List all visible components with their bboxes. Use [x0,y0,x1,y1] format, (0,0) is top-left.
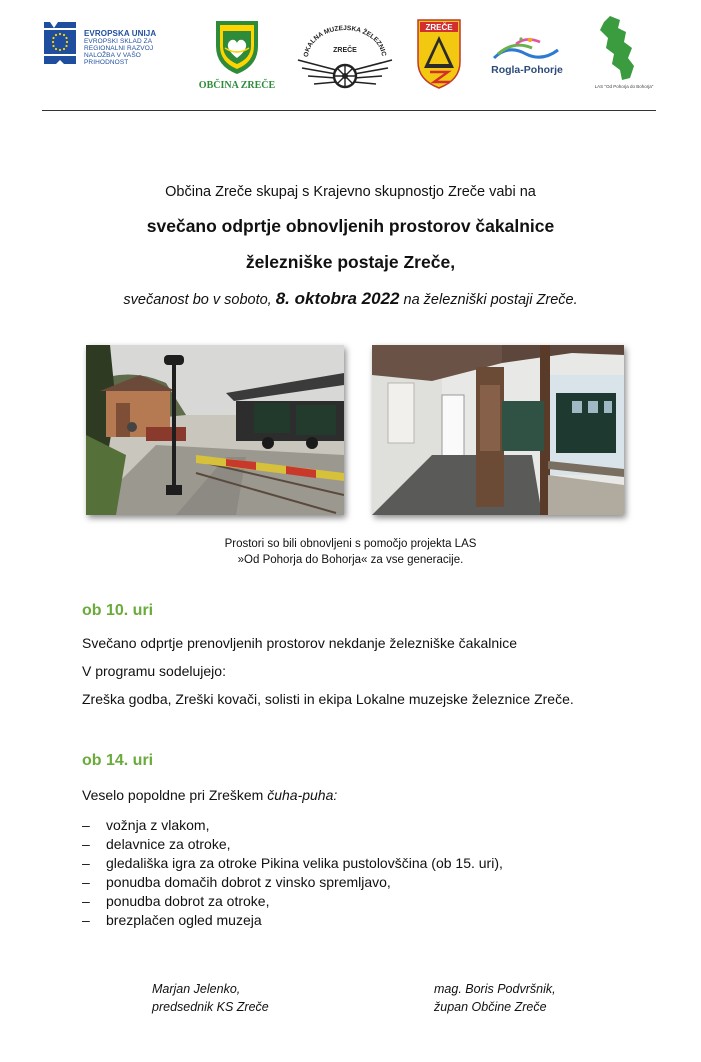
list-item [82,836,231,852]
museum-railway-logo [292,24,398,94]
eu-line1: EVROPSKA UNIJA [84,29,157,38]
obcina-zrece-logo [196,18,278,96]
eu-line4: NALOŽBA V VAŠO PRIHODNOST [84,52,141,66]
afternoon-intro-text: Veselo popoldne pri Zreškem [82,787,268,803]
las-map-icon [586,14,662,84]
section-14-intro [82,787,337,803]
municipal-crest-icon [196,18,278,76]
list-dash: – [82,836,90,852]
list-item [82,855,503,871]
signature-left [152,980,269,1016]
obcina-caption: OBČINA ZREČE [198,80,276,91]
event-date: 8. oktobra 2022 [275,289,400,308]
station-photo-left [86,345,344,515]
list-dash: – [82,912,90,928]
section-10-line3: Zreška godba, Zreški kovači, solisti in ekipa Lokalne muzejske železnice Zreče. [82,691,574,707]
headline-line1: svečano odprtje obnovljenih prostorov čakalnice [146,216,555,236]
list-item [82,912,262,928]
station-exterior-image [86,345,344,515]
signature-right-title: župan Občine Zreče [434,1000,547,1014]
list-item [82,893,269,909]
winged-wheel-icon [292,24,398,94]
date-suffix: na železniški postaji Zreče. [399,292,578,308]
date-prefix: svečanost bo v soboto, [123,292,276,308]
las-logo [586,14,662,94]
signature-left-title: predsednik KS Zreče [152,1000,269,1014]
rogla-caption: Rogla-Pohorje [491,64,563,76]
list-dash: – [82,874,90,890]
list-item [82,874,391,890]
las-caption: LAS "Od Pohorja do Bohorja" [594,84,654,89]
invitation-intro: Občina Zreče skupaj s Krajevno skupnostjo Zreče vabi na [165,184,536,200]
rogla-pohorje-logo [486,34,568,82]
signature-right [434,980,556,1016]
list-item [82,817,209,833]
list-item-text: vožnja z vlakom, [106,817,210,833]
signature-right-name: mag. Boris Podvršnik, [434,982,556,996]
rogla-swirl-icon [486,34,568,64]
afternoon-intro-emphasis: čuha-puha: [267,787,338,803]
list-item-text: delavnice za otroke, [106,836,231,852]
eu-line3: REGIONALNI RAZVOJ [84,45,154,52]
list-dash: – [82,817,90,833]
zrece-emblem-text: ZREČE [425,23,453,32]
section-10-line1: Svečano odprtje prenovljenih prostorov nekdanje železniške čakalnice [82,635,518,651]
eu-flag-icon [42,18,78,68]
header-divider [42,110,656,111]
list-item-text: gledališka igra za otroke Pikina velika pustolovščina (ob 15. uri), [106,855,503,871]
waiting-room-image [372,345,624,515]
headline-line2: železniške postaje Zreče, [245,252,456,272]
list-item-text: ponudba domačih dobrot z vinsko spremljavo, [106,874,391,890]
list-item-text: ponudba dobrot za otroke, [106,893,270,909]
section-10-line2: V programu sodelujejo: [82,663,226,679]
list-dash: – [82,855,90,871]
event-dateline [0,289,701,309]
railway-sub-text: ZREČE [333,47,357,54]
railway-arc-text: OKALNA MUZEJSKA ŽELEZNIC [302,24,387,58]
eu-line2: EVROPSKI SKLAD ZA [84,38,153,45]
photo-caption-line2: »Od Pohorja do Bohorja« za vse generacije. [237,554,464,566]
list-dash: – [82,893,90,909]
station-photo-right [372,345,624,515]
list-item-text: brezplačen ogled muzeja [106,912,262,928]
section-14-title: ob 14. uri [82,752,154,769]
zrece-emblem-logo [416,18,462,90]
signature-left-name: Marjan Jelenko, [152,982,241,996]
zrece-shield-icon [416,18,462,90]
section-10-title: ob 10. uri [82,602,154,619]
photo-caption-line1: Prostori so bili obnovljeni s pomočjo projekta LAS [224,538,477,550]
eu-logo [42,18,182,68]
